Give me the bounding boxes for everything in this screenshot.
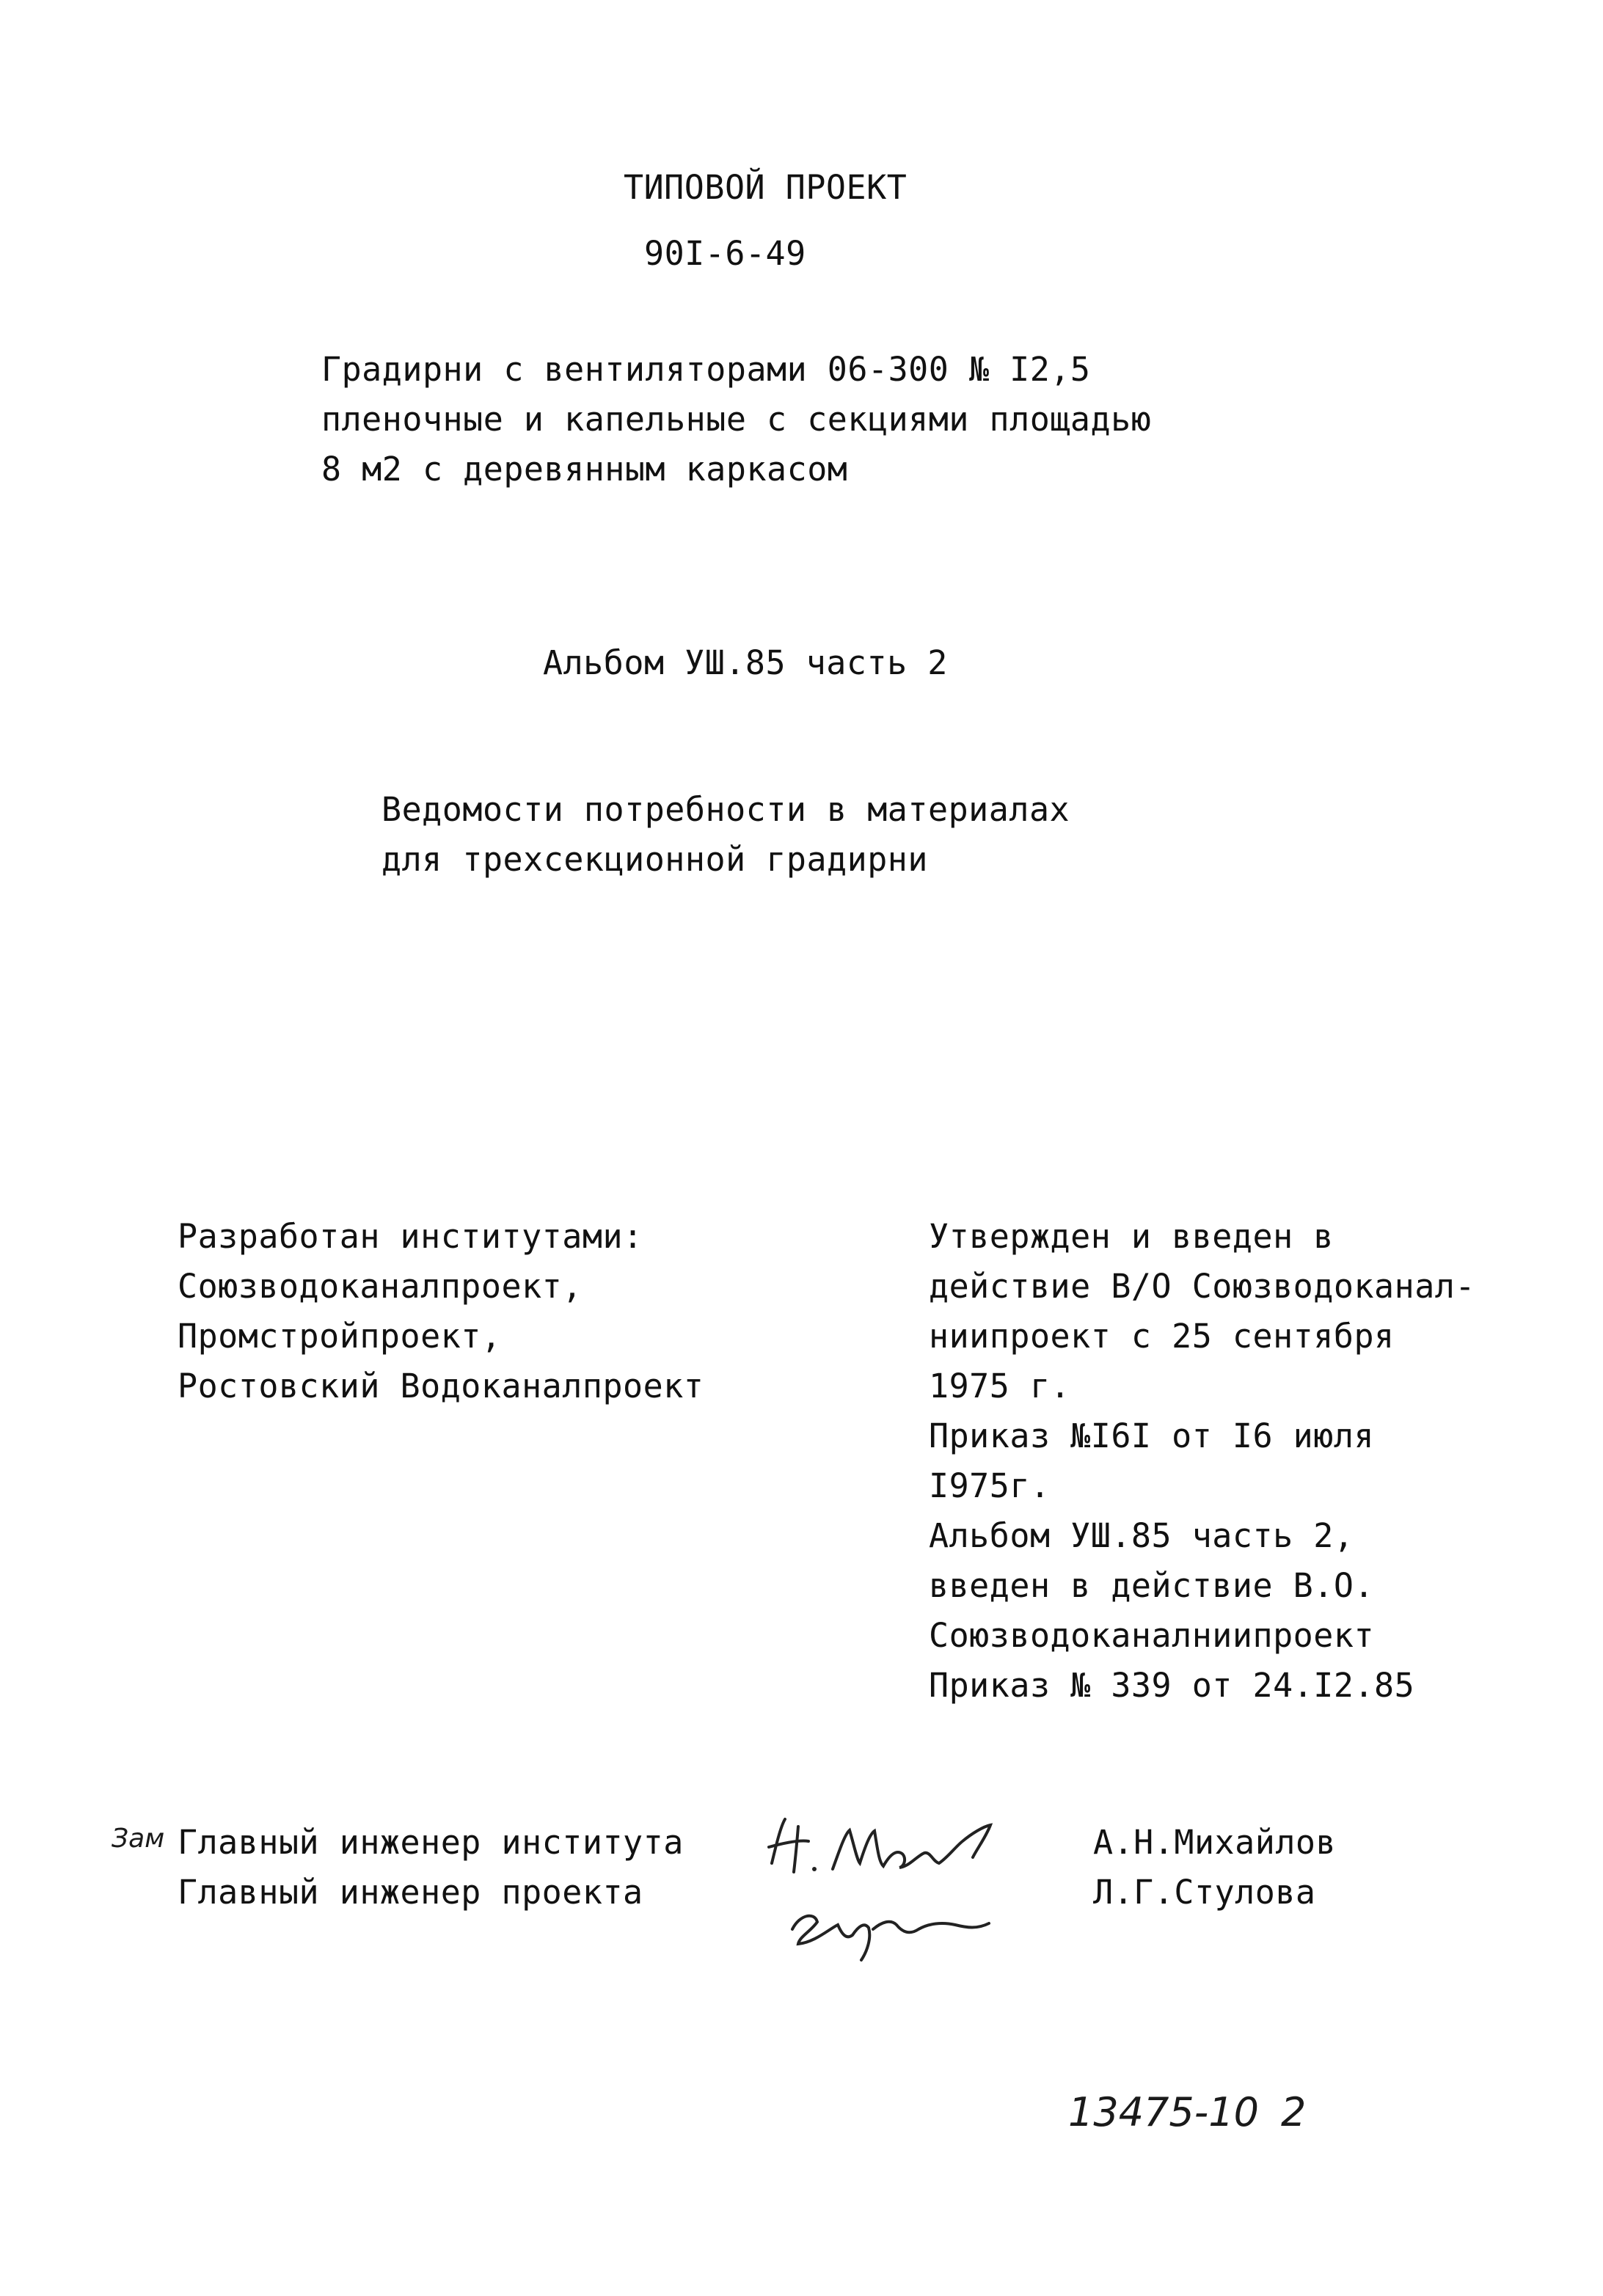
approval-line: Альбом УШ.85 часть 2, [929, 1516, 1354, 1555]
approval-line: Приказ № 339 от 24.I2.85 [929, 1666, 1415, 1705]
handwritten-signature-mikhailov [763, 1805, 1012, 1885]
subject-line: Ведомости потребности в материалах [381, 790, 1070, 829]
approval-line: Приказ №I6I от I6 июля [929, 1416, 1375, 1455]
signatory-role: Главный инженер проекта [178, 1873, 643, 1912]
approval-line: 1975 г. [929, 1367, 1071, 1405]
signatory-name: Л.Г.Стулова [1093, 1873, 1316, 1912]
approval-line: Союзводоканалниипроект [929, 1616, 1375, 1655]
signatory-role: Главный инженер института [178, 1823, 684, 1862]
approval-line: действие В/О Союзводоканал- [929, 1267, 1475, 1306]
developed-line: Промстройпроект, [178, 1317, 502, 1356]
title-line: Градирни с вентиляторами 06-300 № I2,5 [321, 350, 1091, 389]
project-number: 90I-6-49 [644, 234, 806, 273]
sheet-number: 2 [1281, 2089, 1307, 2135]
approval-line: Утвержден и введен в [929, 1217, 1334, 1256]
title-line: 8 м2 с деревянным каркасом [321, 450, 848, 489]
signatory-name: А.Н.Михайлов [1093, 1823, 1337, 1862]
developed-line: Союзводоканалпроект, [178, 1267, 583, 1306]
developed-line: Ростовский Водоканалпроект [178, 1367, 704, 1405]
document-code: 13475-10 [1068, 2089, 1259, 2135]
approval-line: введен в действие В.О. [929, 1566, 1375, 1605]
developed-line: Разработан институтами: [178, 1217, 643, 1256]
approval-line: ниипроект с 25 сентября [929, 1317, 1395, 1356]
title-line: пленочные и капельные с секциями площадью [321, 400, 1152, 439]
subject-line: для трехсекционной градирни [381, 840, 928, 879]
album-label: Альбом УШ.85 часть 2 [543, 643, 948, 682]
approval-line: I975г. [929, 1466, 1051, 1505]
project-type: ТИПОВОЙ ПРОЕКТ [624, 168, 908, 207]
handwritten-signature-stulova [785, 1893, 1005, 1966]
handwritten-prefix: Зам [112, 1824, 165, 1854]
